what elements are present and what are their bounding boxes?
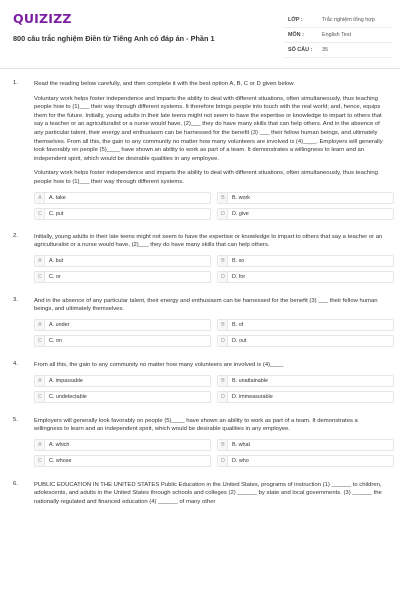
question-paragraph: Initially, young adults in their late teens might not seem to have the expertise or knowledge to impart to others that say a teacher or an agriculturalist or a nurse would have, (2)___ they do have many skills that can help others. xyxy=(34,233,383,249)
option-letter: B xyxy=(219,376,228,386)
meta-value: Trắc nghiệm tổng hợp xyxy=(322,17,375,23)
option-b[interactable] xyxy=(217,255,394,267)
option-b[interactable] xyxy=(217,319,394,331)
option-text: D. for xyxy=(232,273,246,280)
meta-label: MÔN : xyxy=(288,32,304,38)
meta-value: 35 xyxy=(322,47,328,53)
option-b[interactable] xyxy=(217,192,394,204)
question-number: 5. xyxy=(13,416,18,423)
option-b[interactable] xyxy=(217,375,394,387)
question-5 xyxy=(0,417,400,467)
option-text: A. under xyxy=(49,321,70,328)
question-text xyxy=(34,417,386,434)
option-letter: D xyxy=(219,209,228,219)
meta-label: SỐ CÂU : xyxy=(288,47,313,53)
option-text: A. which xyxy=(49,441,70,448)
option-text: B. work xyxy=(232,194,250,201)
question-1 xyxy=(0,80,400,220)
option-row xyxy=(34,455,400,467)
option-row xyxy=(34,192,400,204)
option-letter: C xyxy=(36,456,45,466)
option-a[interactable] xyxy=(34,375,211,387)
option-text: C. on xyxy=(49,337,62,344)
meta-row-subject xyxy=(284,28,392,43)
question-number: 2. xyxy=(13,232,18,239)
option-text: C. whose xyxy=(49,457,72,464)
question-text xyxy=(34,80,386,187)
question-text xyxy=(34,297,386,314)
option-c[interactable] xyxy=(34,455,211,467)
option-text: C. or xyxy=(49,273,61,280)
option-row xyxy=(34,319,400,331)
question-paragraph: Voluntary work helps foster independence and imparts the ability to deal with different situations, often simultaneously, thus teaching people how to (1)___ their way through different systems. It therefore brings people into touch with the real world; and, hence, equips them for the future. Initially, young adults in their late teens might not seem to have the expertise or knowledge to impart to others that say a teacher or an agriculturalist or a nurse would have, (2)___ they do have many skills that can help others. And in the absence of any particular talent, their energy and enthusiasm can be harnessed for the benefit (3) ___ their fellow human beings, and ultimately themselves. From all this, the gain to any community no matter how many volunteers are involved is (4)____. Employers will generally look favorably on people (5)____ have shown an ability to work as part of a team. It demonstrates a willingness to learn and an independent spirit, which would be desirable qualities in any employee. xyxy=(34,95,383,162)
question-number: 1. xyxy=(13,80,18,86)
option-letter: B xyxy=(219,193,228,203)
option-d[interactable] xyxy=(217,271,394,283)
question-paragraph: PUBLIC EDUCATION IN THE UNITED STATES Public Education in the United States, programs of instruction (1) ______ to children, adolescents, and adults in the United States through schools and colleges (2) ______ by state and local governments. (3) ______ the nationally regulated and financed education (4) ______ of many other xyxy=(34,481,382,505)
option-a[interactable] xyxy=(34,192,211,204)
option-letter: B xyxy=(219,320,228,330)
option-letter: A xyxy=(36,440,45,450)
option-letter: A xyxy=(36,193,45,203)
option-letter: C xyxy=(36,272,45,282)
option-a[interactable] xyxy=(34,439,211,451)
meta-label: LỚP : xyxy=(288,17,303,23)
option-row xyxy=(34,375,400,387)
quizizz-logo[interactable]: QUIZIZZ xyxy=(13,11,72,26)
meta-table xyxy=(284,13,392,58)
option-letter: D xyxy=(219,336,228,346)
question-2 xyxy=(0,233,400,283)
option-text: D. who xyxy=(232,457,249,464)
option-letter: C xyxy=(36,209,45,219)
option-row xyxy=(34,391,400,403)
option-letter: A xyxy=(36,320,45,330)
option-row xyxy=(34,208,400,220)
option-row xyxy=(34,335,400,347)
option-a[interactable] xyxy=(34,255,211,267)
option-a[interactable] xyxy=(34,319,211,331)
option-letter: A xyxy=(36,256,45,266)
question-4 xyxy=(0,361,400,403)
option-letter: A xyxy=(36,376,45,386)
option-text: C. undetectable xyxy=(49,393,87,400)
question-number: 3. xyxy=(13,296,18,303)
question-paragraph: And in the absence of any particular talent, their energy and enthusiasm can be harnessed for the benefit (3) ___ their fellow human beings, and ultimately themselves. xyxy=(34,297,378,313)
option-text: D. out xyxy=(232,337,247,344)
option-text: A. but xyxy=(49,257,64,264)
question-paragraph: Employers will generally look favorably on people (5)____ have shown an ability to work as part of a team. It demonstrates a willingness to learn and an independent spirit, which would be desirable qualities in any employee. xyxy=(34,417,358,433)
option-letter: D xyxy=(219,392,228,402)
option-letter: C xyxy=(36,336,45,346)
option-d[interactable] xyxy=(217,391,394,403)
meta-value: English Test xyxy=(322,32,351,38)
option-c[interactable] xyxy=(34,208,211,220)
option-text: B. so xyxy=(232,257,245,264)
option-d[interactable] xyxy=(217,335,394,347)
question-3 xyxy=(0,297,400,347)
option-d[interactable] xyxy=(217,208,394,220)
option-letter: B xyxy=(219,440,228,450)
option-c[interactable] xyxy=(34,335,211,347)
document-title: 800 câu trắc nghiệm Điền từ Tiếng Anh có đáp án - Phần 1 xyxy=(13,34,215,43)
option-text: A. take xyxy=(49,194,66,201)
option-letter: D xyxy=(219,272,228,282)
option-d[interactable] xyxy=(217,455,394,467)
question-6 xyxy=(0,481,400,507)
option-text: C. put xyxy=(49,210,64,217)
option-text: B. unattainable xyxy=(232,377,268,384)
option-text: D. give xyxy=(232,210,249,217)
question-text xyxy=(34,361,386,370)
option-text: D. immeasurable xyxy=(232,393,273,400)
option-c[interactable] xyxy=(34,271,211,283)
option-letter: B xyxy=(219,256,228,266)
quiz-header xyxy=(0,0,400,66)
question-list xyxy=(0,80,400,511)
question-text xyxy=(34,481,386,507)
meta-row-count xyxy=(284,43,392,58)
option-text: A. impassable xyxy=(49,377,83,384)
option-c[interactable] xyxy=(34,391,211,403)
option-letter: C xyxy=(36,392,45,402)
question-paragraph: From all this, the gain to any community no matter how many volunteers are involved is (4)____ xyxy=(34,361,284,368)
question-number: 6. xyxy=(13,480,18,487)
question-number: 4. xyxy=(13,360,18,367)
option-b[interactable] xyxy=(217,439,394,451)
option-row xyxy=(34,271,400,283)
header-divider xyxy=(0,68,400,69)
option-row xyxy=(34,439,400,451)
question-text xyxy=(34,233,386,250)
option-row xyxy=(34,255,400,267)
meta-row-class xyxy=(284,13,392,28)
option-text: B. what xyxy=(232,441,250,448)
question-paragraph: Read the reading below carefully, and then complete it with the best option A, B, C or D given below. xyxy=(34,81,295,87)
option-text: B. of xyxy=(232,321,244,328)
option-letter: D xyxy=(219,456,228,466)
question-paragraph: Voluntary work helps foster independence and imparts the ability to deal with different situations, often simultaneously, thus teaching people how to (1)___ their way through different systems. xyxy=(34,170,378,185)
